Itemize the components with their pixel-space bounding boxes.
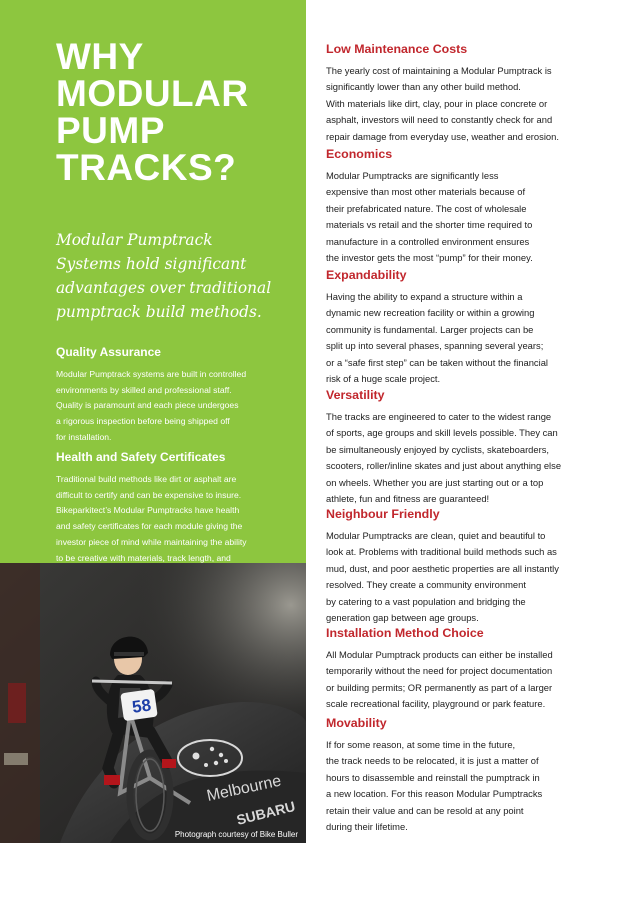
tagline (56, 228, 296, 324)
body-line: community is fundamental. Larger projects can be (326, 323, 534, 335)
section-body (56, 367, 296, 446)
body-line: be simultaneously enjoyed by cyclists, skateboarders, (326, 443, 550, 455)
body-line: difficult to certify and can be expensive to insure. (56, 489, 242, 500)
section-economics (326, 147, 616, 266)
section-heading: Expandability (326, 268, 407, 282)
section-body (326, 647, 616, 713)
body-line: by catering to a vast population and bridging the (326, 595, 526, 607)
body-line: temporarily without the need for project documentation (326, 665, 553, 677)
tagline-line: Systems hold significant (56, 255, 247, 273)
section-heading: Neighbour Friendly (326, 507, 440, 521)
bike-number-plate: 58 (130, 695, 153, 717)
body-line: split up into several phases, spanning several years; (326, 340, 544, 352)
body-line: hours to disassemble and reinstall the pumptrack in (326, 771, 540, 783)
section-versatility (326, 388, 616, 507)
body-line: on wheels. Whether you are just starting out or a top (326, 476, 544, 488)
body-line: a rigorous inspection before being shipped off (56, 416, 230, 427)
body-line: investor piece of mind while maintaining the ability (56, 536, 247, 547)
bmx-photo (0, 563, 306, 843)
body-line: dynamic new recreation facility or within a growing (326, 307, 535, 319)
body-line: scale recreational facility, playground or park feature. (326, 698, 546, 710)
section-low-maintenance (326, 42, 616, 145)
body-line: look at. Problems with traditional build methods such as (326, 546, 557, 558)
photo-illustration (0, 563, 306, 843)
section-heading: Versatility (326, 388, 385, 402)
body-line: expensive than most other materials because of (326, 186, 526, 198)
body-line: scooters, roller/inline skates and just about anything else (326, 460, 562, 472)
body-line: mud, dust, and poor aesthetic properties are all instantly (326, 562, 559, 574)
tagline-line: pumptrack build methods. (56, 303, 262, 321)
body-line: The tracks are engineered to cater to the widest range (326, 411, 552, 422)
section-installation-method (326, 626, 616, 713)
section-heading: Movability (326, 716, 387, 730)
body-line: materials vs retail and the shorter time required to (326, 219, 533, 231)
body-line: generation gap between age groups. (326, 612, 479, 624)
section-body (326, 63, 616, 145)
body-line: If for some reason, at some time in the future, (326, 739, 516, 750)
section-body (326, 528, 616, 626)
body-line: repair damage from everyday use, weather and erosion. (326, 130, 559, 142)
section-body (326, 168, 616, 266)
body-line: With materials like dirt, clay, pour in place concrete or (326, 97, 548, 109)
body-line: of sports, age groups and skill levels possible. They can (326, 427, 558, 439)
body-line: to be creative with materials, track length, and (56, 552, 231, 563)
section-heading: Quality Assurance (56, 345, 161, 359)
body-line: Quality is paramount and each piece undergoes (56, 400, 239, 411)
body-line: asphalt, investors will need to constantly check for and (326, 114, 553, 126)
body-line: Modular Pumptracks are clean, quiet and beautiful to (326, 530, 546, 541)
body-line: resolved. They create a community environment (326, 579, 526, 591)
body-line: Bikeparkitect’s Modular Pumptracks have health (56, 505, 240, 516)
body-line: Modular Pumptrack systems are built in controlled (56, 369, 247, 379)
title-line: PUMP (56, 110, 165, 151)
section-heading: Health and Safety Certificates (56, 450, 226, 464)
body-line: and safety certificates for each module giving the (56, 521, 243, 532)
section-quality-assurance (56, 345, 296, 446)
body-line: the track needs to be relocated, it is just a matter of (326, 755, 539, 767)
body-line: or a “safe first step” can be taken without the financial (326, 356, 548, 368)
body-line: significantly lower than any other build method. (326, 81, 521, 93)
section-neighbour-friendly (326, 507, 616, 626)
body-line: or building permits; OR permanently as part of a larger (326, 681, 553, 693)
body-line: their prefabricated nature. The cost of wholesale (326, 202, 527, 214)
section-body (326, 289, 616, 387)
body-line: Modular Pumptracks are significantly less (326, 170, 499, 181)
body-line: the investor gets the most “pump” for their money. (326, 252, 533, 264)
body-line: The yearly cost of maintaining a Modular Pumptrack is (326, 65, 552, 76)
body-line: environments by skilled and professional staff. (56, 384, 232, 395)
body-line: All Modular Pumptrack products can either be installed (326, 649, 553, 660)
title-line: WHY (56, 36, 144, 77)
section-body (326, 737, 616, 835)
title-line: MODULAR (56, 73, 249, 114)
tagline-line: Modular Pumptrack (56, 231, 213, 249)
section-heading: Installation Method Choice (326, 626, 484, 640)
section-expandability (326, 268, 616, 387)
section-heading: Low Maintenance Costs (326, 42, 468, 56)
body-line: manufacture in a controlled environment ensures (326, 235, 530, 247)
title-line: TRACKS? (56, 147, 237, 188)
track-text-melbourne: Melbourne (205, 772, 283, 805)
green-sidebar (0, 0, 306, 563)
page-title (56, 38, 249, 186)
section-body (326, 409, 616, 507)
body-line: Having the ability to expand a structure within a (326, 291, 523, 302)
body-line: a new location. For this reason Modular Pumptracks (326, 788, 543, 800)
photo-credit: Photograph courtesy of Bike Buller (174, 830, 298, 839)
body-line: athlete, fun and fitness are guaranteed! (326, 493, 490, 505)
section-heading: Economics (326, 147, 393, 161)
track-text-subaru: SUBARU (234, 797, 297, 828)
body-line: retain their value and can be resold at any point (326, 804, 524, 816)
body-line: Traditional build methods like dirt or asphalt are (56, 474, 237, 484)
body-line: during their lifetime. (326, 821, 408, 833)
tagline-line: advantages over traditional (56, 279, 272, 297)
section-movability (326, 716, 616, 835)
body-line: for installation. (56, 431, 112, 442)
body-line: risk of a huge scale project. (326, 373, 441, 385)
